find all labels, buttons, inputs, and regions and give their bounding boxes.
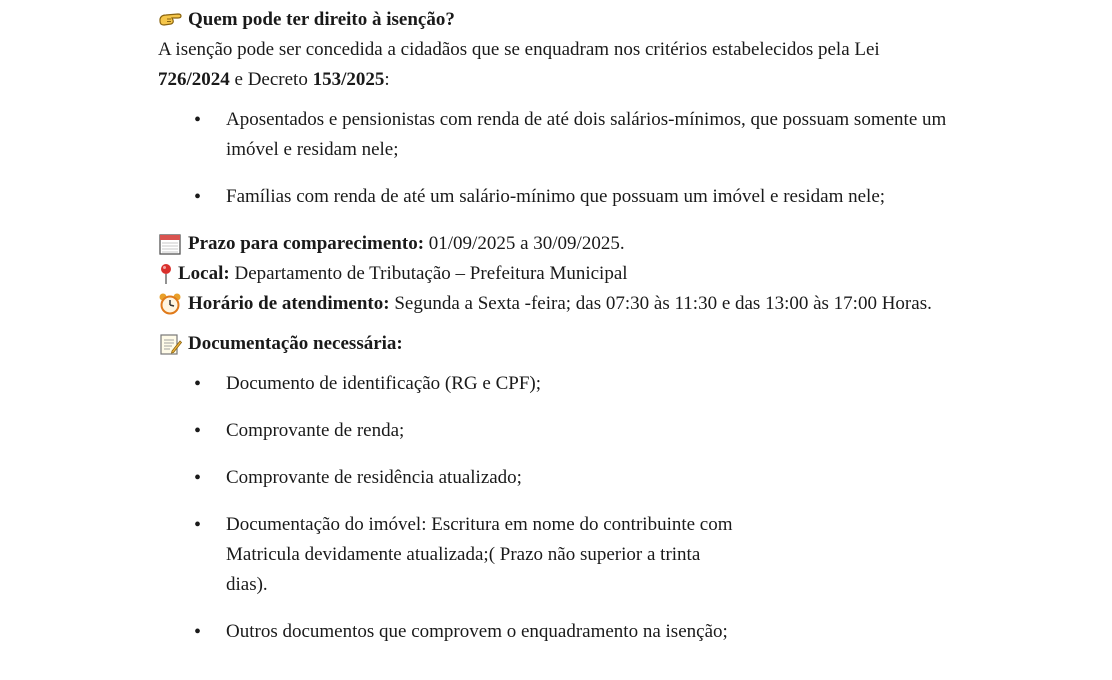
memo-icon <box>158 333 182 355</box>
pin-icon <box>158 263 174 285</box>
list-item: • Documentação do imóvel: Escritura em nome do contribuinte com Matricula devidamente atualizada;( Prazo não superior a trinta dias). <box>226 510 746 600</box>
law-number: 726/2024 <box>158 69 230 90</box>
list-item: • Outros documentos que comprovem o enquadramento na isenção; <box>226 617 1028 647</box>
documents-list <box>158 369 1028 647</box>
documents-heading-line <box>158 329 1028 359</box>
hours-label: Horário de atendimento: <box>188 293 390 314</box>
decree-number: 153/2025 <box>312 69 385 90</box>
eligibility-intro: A isenção pode ser concedida a cidadãos que se enquadram nos critérios estabelecidos pela Lei 726/2024 e Decreto 153/2025: <box>158 39 880 90</box>
location-label: Local: <box>178 263 230 284</box>
documents-heading: Documentação necessária: <box>188 333 403 354</box>
eligibility-heading: Quem pode ter direito à isenção? <box>188 9 455 30</box>
location-line <box>158 259 1028 289</box>
eligibility-list <box>158 105 1028 212</box>
eligibility-heading-line <box>158 5 1028 35</box>
hours-line <box>158 289 1028 319</box>
location-value: Departamento de Tributação – Prefeitura Municipal <box>234 263 628 284</box>
deadline-value: 01/09/2025 a 30/09/2025. <box>428 233 625 254</box>
list-item: • Famílias com renda de até um salário-mínimo que possuam um imóvel e residam nele; <box>226 182 1028 212</box>
list-item: • Comprovante de renda; <box>226 416 1028 446</box>
calendar-icon <box>158 233 182 255</box>
list-item: • Comprovante de residência atualizado; <box>226 463 1028 493</box>
list-item: • Documento de identificação (RG e CPF); <box>226 369 1028 399</box>
list-item: • Aposentados e pensionistas com renda de até dois salários-mínimos, que possuam somente um imóvel e residam nele; <box>226 105 986 165</box>
hours-value: Segunda a Sexta -feira; das 07:30 às 11:30 e das 13:00 às 17:00 Horas. <box>394 293 932 314</box>
deadline-label: Prazo para comparecimento: <box>188 233 425 254</box>
document-body <box>158 5 1028 664</box>
pointing-hand-icon <box>158 9 182 31</box>
deadline-line <box>158 229 1028 259</box>
